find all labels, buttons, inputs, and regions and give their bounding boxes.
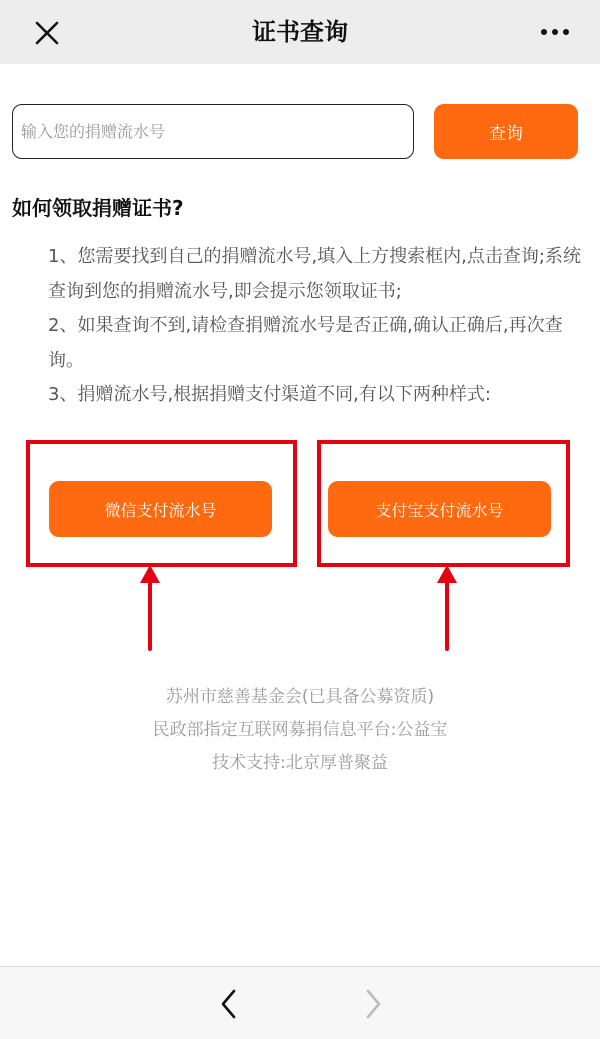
chevron-right-icon (358, 987, 388, 1021)
search-input[interactable] (12, 104, 414, 159)
alipay-serial-button[interactable]: 支付宝支付流水号 (328, 481, 551, 537)
wechat-serial-button[interactable]: 微信支付流水号 (49, 481, 272, 537)
search-button[interactable]: 查询 (434, 104, 578, 159)
back-button[interactable] (214, 987, 244, 1021)
footer-foundation: 苏州市慈善基金会(已具备公募资质) (165, 687, 435, 707)
forward-button[interactable] (358, 987, 388, 1021)
guide-step: 3、捐赠流水号,根据捐赠支付渠道不同,有以下两种样式: (48, 384, 491, 405)
footer-platform: 民政部指定互联网募捐信息平台:公益宝 (152, 720, 448, 740)
guide-step: 2、如果查询不到,请检查捐赠流水号是否正确,确认正确后,再次查询。 (48, 315, 563, 371)
more-icon (540, 20, 570, 44)
guide-step: 1、您需要找到自己的捐赠流水号,填入上方搜索框内,点击查询;系统查询到您的捐赠流水号,即会提示您领取证书; (48, 246, 581, 302)
guide-heading: 如何领取捐赠证书? (12, 196, 184, 220)
arrow-up-icon (433, 565, 461, 651)
bottom-nav-bar (0, 966, 600, 1039)
footer-support: 技术支持:北京厚普聚益 (212, 753, 388, 773)
close-icon (32, 18, 62, 48)
page-title: 证书查询 (252, 18, 348, 46)
top-bar (0, 0, 600, 64)
chevron-left-icon (214, 987, 244, 1021)
more-button[interactable] (540, 20, 570, 44)
guide-steps (48, 240, 588, 413)
arrow-up-icon (136, 565, 164, 651)
close-button[interactable] (32, 18, 62, 48)
